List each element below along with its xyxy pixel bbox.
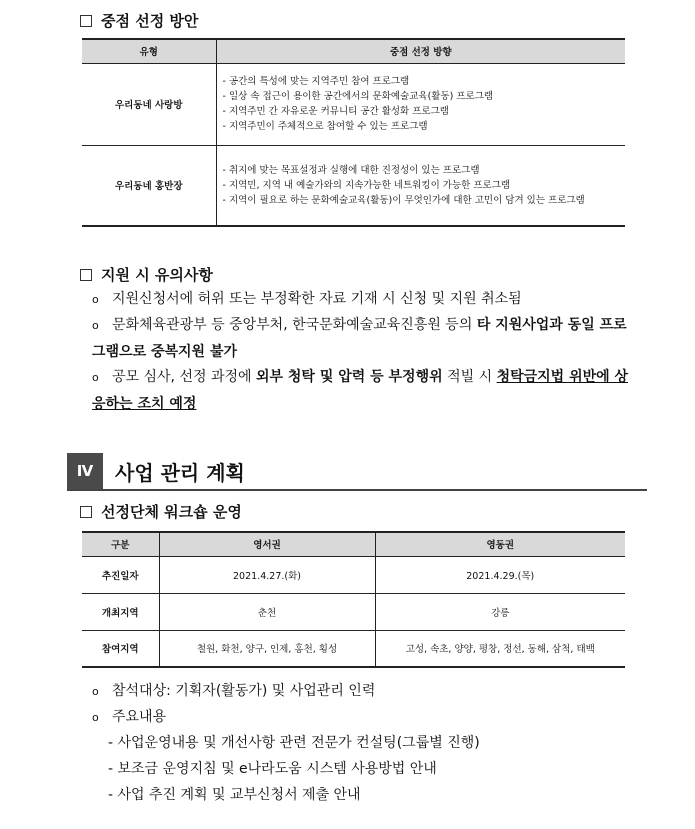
bullet-icon: o [92,319,99,332]
chapter-number: Ⅳ [67,453,103,489]
checkbox-icon [80,506,92,518]
table-header: 영동권 [375,532,625,556]
note-item [92,364,637,417]
note-item [92,286,637,313]
table-row [82,63,625,145]
note-text: 지원신청서에 허위 또는 부정확한 자료 기재 시 신청 및 지원 취소됨 [112,291,522,307]
row-type: 우리동네 홍반장 [82,145,216,226]
main-item: - 보조금 운영지침 및 e나라도움 시스템 사용방법 안내 [108,761,437,777]
list-item: - 지역주민이 주체적으로 참여할 수 있는 프로그램 [222,121,428,132]
list-item: - 지역이 필요로 하는 문화예술교육(활동)이 무엇인가에 대한 고민이 담겨 있는 프로그램 [222,194,585,206]
main-item: - 사업운영내용 및 개선사항 관련 전문가 컨설팅(그룹별 진행) [108,735,480,751]
participants-text: 참석대상: 기획자(활동가) 및 사업관리 인력 [112,683,376,699]
main-content-label: 주요내용 [112,709,167,725]
row-items [216,63,625,145]
table-row [82,593,625,630]
list-item: - 공간의 특성에 맞는 지역주민 참여 프로그램 [222,76,410,87]
list-item: - 지역민, 지역 내 예술가와의 지속가능한 네트워킹이 가능한 프로그램 [222,179,511,191]
note-text: 적빌 시 [442,369,497,385]
bullet-icon: o [92,685,99,698]
checkbox-icon [80,269,92,281]
table-cell: 춘천 [159,593,375,630]
section-heading-workshop [80,501,242,522]
table-cell: 개최지역 [82,593,159,630]
note-bold-text: 타 지원사업과 동일 프로그램으로 중복지원 불가 [92,317,627,360]
list-item: - 일상 속 접근이 용이한 공간에서의 문화예술교육(활동) 프로그램 [222,91,494,102]
row-type: 우리동네 사랑방 [82,63,216,145]
table-row [82,556,625,593]
chapter-heading [67,453,245,489]
note-item [92,312,637,365]
table-cell: 철원, 화천, 양구, 인제, 홍천, 횡성 [159,630,375,667]
note-bold-underline-text: 청탁금지법 위반에 상응하는 조치 예정 [92,369,629,412]
section-title: 중점 선정 방안 [101,12,199,30]
note-text: 공모 심사, 선정 과정에 [112,369,256,385]
table-cell: 2021.4.29.(목) [375,556,625,593]
section-heading-focus [80,10,198,31]
workshop-participants [92,678,637,705]
section-heading-notes [80,264,213,285]
list-item: - 지역주민 간 자유로운 커뮤니티 공간 활성화 프로그램 [222,106,449,117]
table-header: 중점 선정 방향 [216,39,625,63]
table-cell: 2021.4.27.(화) [159,556,375,593]
bullet-icon: o [92,371,99,384]
table-cell: 추진일자 [82,556,159,593]
table-header: 구분 [82,532,159,556]
focus-selection-table [82,38,625,227]
checkbox-icon [80,15,92,27]
table-cell: 참여지역 [82,630,159,667]
workshop-table [82,531,625,668]
row-items [216,145,625,226]
table-row [82,630,625,667]
chapter-title: 사업 관리 계획 [115,460,245,485]
main-item: - 사업 추진 계획 및 교부신청서 제출 안내 [108,787,361,803]
note-text: 문화체육관광부 등 중앙부처, 한국문화예술교육진흥원 등의 [112,317,477,333]
chapter-divider [67,489,647,491]
section-title: 선정단체 워크숍 운영 [101,503,242,521]
note-bold-text: 외부 청탁 및 압력 등 부정행위 [255,369,443,385]
bullet-icon: o [92,711,99,724]
workshop-main-content [92,704,637,731]
table-cell: 강릉 [375,593,625,630]
section-title: 지원 시 유의사항 [101,266,213,284]
table-header: 유형 [82,39,216,63]
table-row [82,145,625,226]
table-cell: 고성, 속초, 양양, 평창, 정선, 동해, 삼척, 태백 [375,630,625,667]
list-item: - 취지에 맞는 목표설정과 실행에 대한 진정성이 있는 프로그램 [222,164,480,176]
bullet-icon: o [92,293,99,306]
table-header: 영서권 [159,532,375,556]
